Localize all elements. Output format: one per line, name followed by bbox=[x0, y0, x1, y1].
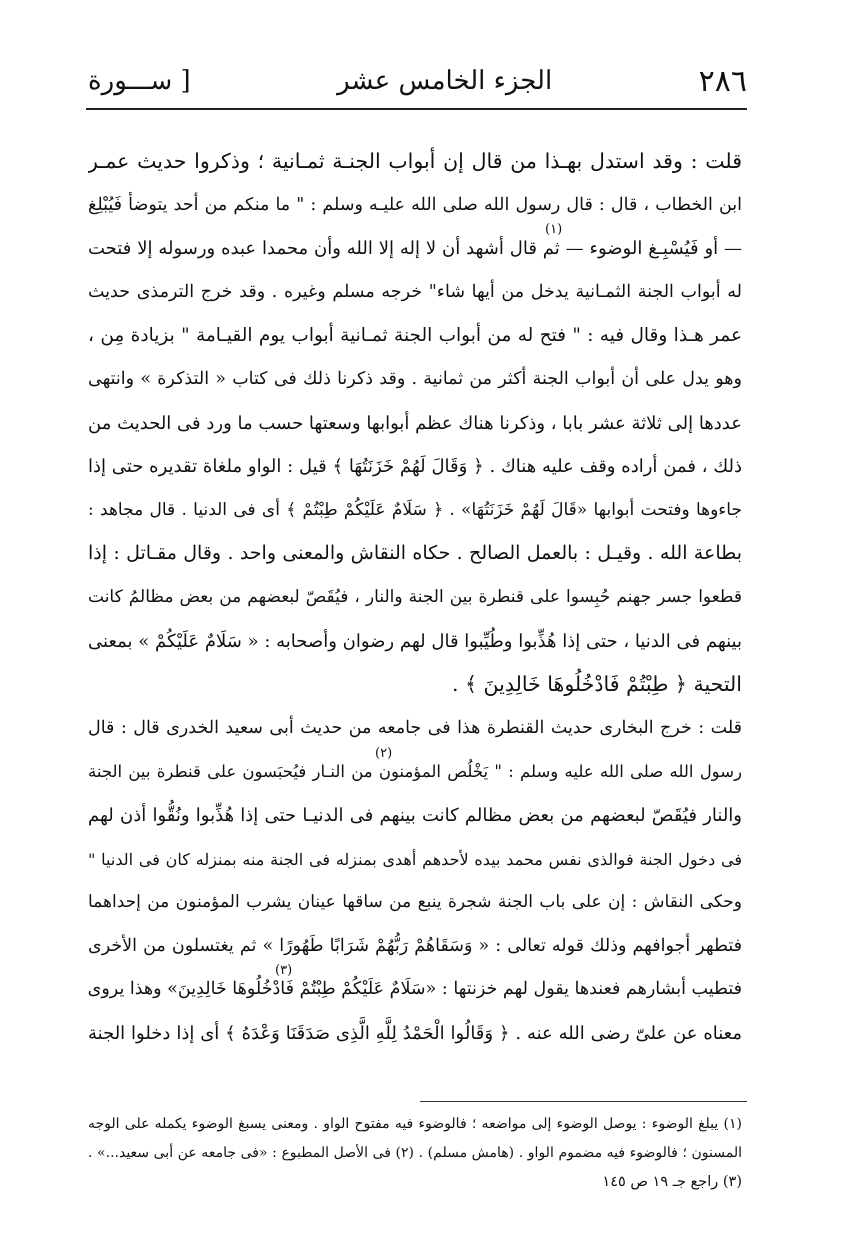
header-rule bbox=[86, 108, 747, 110]
footnote-marker-1: (١) bbox=[545, 222, 563, 237]
text-line: فتطهر أجوافهم وذلك قوله تعالى : « وَسَقَاهُمْ رَبُّهُمْ شَرَابًا طَهُورًا » ثم يغتسلون من الأخرى bbox=[88, 935, 742, 956]
text-line: جاءوها وفتحت أبوابها «قَالَ لَهُمْ خَزَنَتُهَا» . ﴿ سَلَامٌ عَلَيْكُمْ طِبْتُمْ ﴾ أى فى الدنيا . قال مجاهد : bbox=[88, 499, 742, 520]
text-line: والنار فيُقَصّ لبعضهم من بعض مظالم كانت بينهم فى الدنيـا حتى إذا هُذِّبوا ونُقُّوا أذن لهم bbox=[88, 804, 742, 826]
text-line: وحكى النقاش : إن على باب الجنة شجرة ينبع من ساقها عينان يشرب المؤمنون من إحداهما bbox=[88, 892, 742, 913]
text-line: قلت : خرج البخارى حديث القنطرة هذا فى جامعه من حديث أبى سعيد الخدرى قال : قال bbox=[88, 717, 742, 738]
sura-label: [ ســـورة bbox=[88, 66, 191, 96]
footnote-marker-2: (٢) bbox=[375, 746, 393, 761]
text-line: بينهم فى الدنيا ، حتى إذا هُذِّبوا وطُيِّبوا قال لهم رضوان وأصحابه : « سَلَامٌ عَلَيْكُمْ » بمعنى bbox=[88, 630, 742, 652]
text-line: عمر هـذا وقال فيه : " فتح له من أبواب الجنة ثمـانية أبواب يوم القيـامة " بزيادة مِن ، bbox=[88, 325, 742, 347]
footnote-line: (٣) راجع جـ ١٩ ص ١٤٥ bbox=[602, 1174, 742, 1190]
text-line: قلت : وقد استدل بهـذا من قال إن أبواب الجنـة ثمـانية ؛ وذكروا حديث عمـر bbox=[88, 149, 742, 173]
text-line: ابن الخطاب ، قال : قال رسول الله صلى الله عليـه وسلم : " ما منكم من أحد يتوضأ فَيُبْلِغ bbox=[88, 194, 742, 215]
text-line: رسول الله صلى الله عليه وسلم : " يَخْلُص المؤمنون من النـار فيُحبَسون على قنطرة بين الجنة bbox=[88, 762, 742, 782]
text-line: له أبواب الجنة الثمـانية يدخل من أيها شاء" خرجه مسلم وغيره . وقد خرج الترمذى حديث bbox=[88, 281, 742, 302]
text-line: عددها إلى ثلاثة عشر بابا ، وذكرنا هناك عظم أبوابها وسعتها حسب ما ورد فى الحديث من bbox=[88, 412, 742, 434]
page-header bbox=[88, 56, 747, 106]
footnote-marker-3: (٣) bbox=[275, 963, 293, 978]
footnote-rule bbox=[420, 1101, 747, 1102]
text-line: قطعوا جسر جهنم حُبِسوا على قنطرة بين الجنة والنار ، فيُقَصّ لبعضهم من بعض مظالمُ كانت bbox=[88, 586, 742, 607]
main-text bbox=[88, 140, 742, 1055]
text-line: بطاعة الله . وقيـل : بالعمل الصالح . حكاه النقاش والمعنى واحد . وقال مقـاتل : إذا bbox=[88, 542, 742, 565]
text-line: التحية ﴿ طِبْتُمْ فَادْخُلُوهَا خَالِدِينَ ﴾ . bbox=[451, 672, 742, 697]
text-line: معناه عن علىّ رضى الله عنه . ﴿ وَقَالُوا الْحَمْدُ لِلَّهِ الَّذِى صَدَقَنَا وَعْدَهُ ﴾ أى إذا دخلوا الجنة bbox=[88, 1022, 742, 1044]
page-number: ٢٨٦ bbox=[698, 63, 747, 99]
footnote-line: المسنون ؛ فالوضوء فيه مضموم الواو . (هامش مسلم) . (٢) فى الأصل المطبوع : «فى جامعه عن أبى سعيد...» . bbox=[88, 1145, 742, 1161]
line-text: — أو فَيُسْبِـغ الوضوء — ثم قال أشهد أن لا إله إلا الله وأن محمدا عبده ورسوله إلا فتحت bbox=[88, 238, 742, 260]
text-line: وهو يدل على أن أبواب الجنة أكثر من ثمانية . وقد ذكرنا ذلك فى كتاب « التذكرة » وانتهى bbox=[88, 368, 742, 389]
text-line: ذلك ، فمن أراده وقف عليه هناك . ﴿ وَقَالَ لَهُمْ خَزَنَتُهَا ﴾ قيل : الواو ملغاة تقديره حتى إذا bbox=[88, 456, 742, 478]
text-line: فتطيب أبشارهم فعندها يقول لهم خزنتها : «سَلَامٌ عَلَيْكُمْ طِبْتُمْ فَادْخُلُوهَا خَالِدِينَ» وهذا يروى bbox=[88, 979, 742, 1000]
footnote-line: (١) يبلغ الوضوء : يوصل الوضوء إلى مواضعه ؛ فالوضوء فيه مفتوح الواو . ومعنى يسبغ الوضوء يكمله على الوجه bbox=[88, 1116, 742, 1132]
footnotes bbox=[88, 1110, 742, 1197]
running-title: الجزء الخامس عشر bbox=[337, 66, 553, 96]
text-line: فى دخول الجنة فوالذى نفس محمد بيده لأحدهم أهدى بمنزله فى الجنة منه بمنزله كان فى الدنيا " bbox=[88, 849, 742, 869]
text-line bbox=[88, 227, 742, 271]
